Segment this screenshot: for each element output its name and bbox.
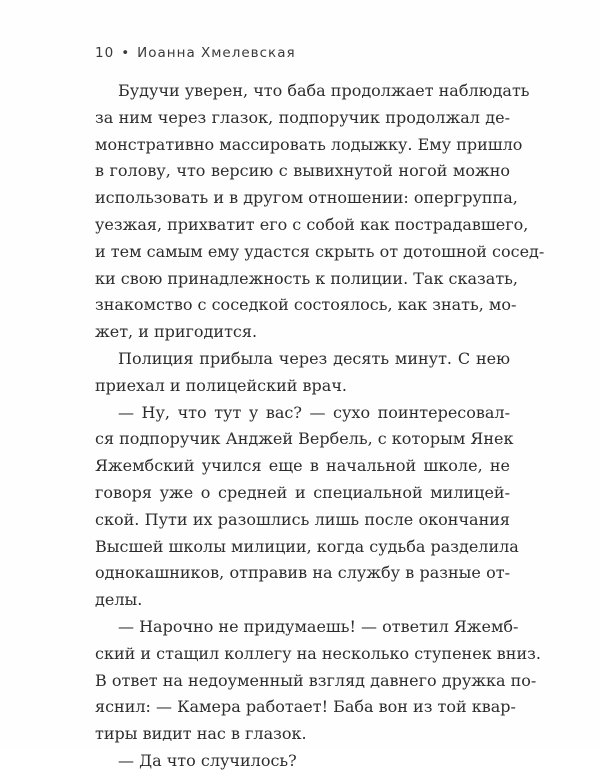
text-line: использовать и в другом отношении: опергруппа, <box>95 188 518 208</box>
text-line: в голову, что версию с вывихнутой ногой можно <box>95 161 510 181</box>
header-separator: • <box>121 45 131 61</box>
text-line: и тем самым ему удастся скрыть от дотошной сосед- <box>95 241 545 261</box>
author-name: Иоанна Хмелевская <box>137 45 296 61</box>
text-line: уезжая, прихватит его с собой как пострадавшего, <box>95 214 529 234</box>
text-line: ся подпоручик Анджей Вербель, с которым Янек <box>95 429 514 449</box>
text-line: монстративно массировать лодыжку. Ему пришло <box>95 134 523 154</box>
text-line: ский и стащил коллегу на несколько ступенек вниз. <box>95 643 541 663</box>
text-line: знакомство с соседкой состоялось, как знать, мо- <box>95 295 517 315</box>
text-line: яснил: — Камера работает! Баба вон из той квар- <box>95 697 516 717</box>
body-text <box>95 78 545 775</box>
text-line: — Да что случилось? <box>118 750 297 770</box>
text-line: за ним через глазок, подпоручик продолжал де- <box>95 107 510 127</box>
text-line: приехал и полицейский врач. <box>95 375 347 395</box>
text-line: Высшей школы милиции, когда судьба разделила <box>95 536 519 556</box>
text-line: — Ну, что тут у вас? — сухо поинтересовал- <box>118 402 510 422</box>
page-number: 10 <box>95 45 115 61</box>
text-line: говоря уже о средней и специальной милицей- <box>95 482 510 502</box>
text-line: тиры видит нас в глазок. <box>95 724 307 744</box>
text-line: В ответ на недоуменный взгляд давнего дружка по- <box>95 670 537 690</box>
text-line: однокашников, отправив на службу в разные от- <box>95 563 510 583</box>
text-line: Будучи уверен, что баба продолжает наблюдать <box>118 81 530 100</box>
text-line: Яжембский учился еще в начальной школе, не <box>95 456 510 476</box>
text-line: жет, и пригодится. <box>95 322 258 342</box>
running-head <box>95 45 296 61</box>
text-line: Полиция прибыла через десять минут. С нею <box>118 348 510 368</box>
text-line: ской. Пути их разошлись лишь после окончания <box>95 509 510 529</box>
text-line: делы. <box>95 590 143 610</box>
text-line: ки свою принадлежность к полиции. Так сказать, <box>95 268 518 288</box>
text-line: — Нарочно не придумаешь! — ответил Яжемб- <box>118 616 519 636</box>
